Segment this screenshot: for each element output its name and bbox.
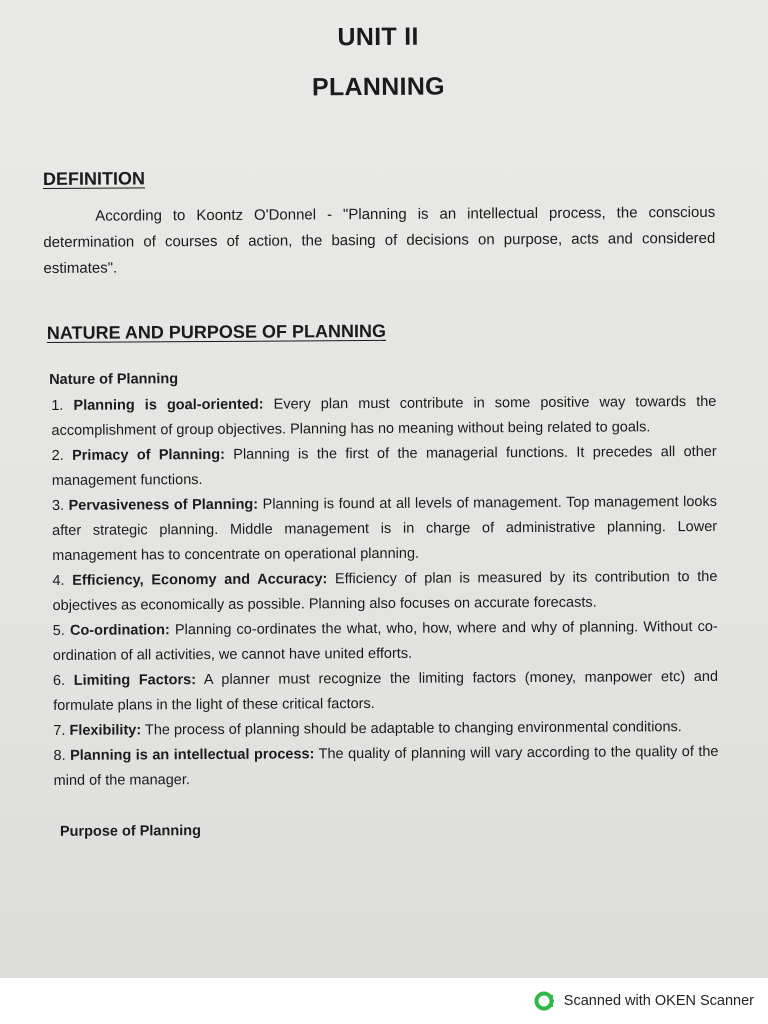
definition-text: According to Koontz O'Donnel - "Planning is an intellectual process, the conscious determination of courses of action, the basing of decisions on purpose, acts and considered estimates". — [43, 203, 716, 277]
item-term: Pervasiveness of Planning: — [68, 496, 259, 514]
definition-heading: DEFINITION — [42, 168, 146, 189]
item-text: Efficiency of plan is measured by its contribution to the objectives as economically as possible. Planning also focuses on accurate forecasts. — [52, 568, 718, 614]
item-number: 5. — [52, 622, 65, 639]
item-text: The quality of planning will vary according to the quality of the mind of the manager. — [53, 743, 719, 789]
nature-list-item — [52, 490, 717, 569]
item-number: 7. — [53, 722, 66, 739]
item-number: 3. — [51, 497, 65, 514]
item-text: Planning is found at all levels of management. Top management looks after strategic planning. Middle management is in charge of administrative planning. Lower management has to concentrate on operational planning. — [52, 493, 718, 564]
nature-list-item — [51, 390, 716, 444]
nature-list-item — [52, 440, 717, 494]
nature-list-item — [53, 615, 718, 669]
nature-list — [44, 390, 718, 794]
scanner-footer — [0, 978, 768, 1024]
scanner-badge — [534, 990, 754, 1012]
item-number: 2. — [51, 447, 64, 464]
item-term: Planning is an intellectual process: — [70, 746, 315, 764]
item-term: Primacy of Planning: — [72, 446, 225, 464]
nature-purpose-heading: NATURE AND PURPOSE OF PLANNING — [46, 320, 386, 343]
nature-of-planning-heading: Nature of Planning — [49, 371, 179, 388]
item-number: 8. — [53, 747, 66, 764]
item-term: Limiting Factors: — [73, 672, 197, 689]
item-term: Flexibility: — [69, 722, 142, 739]
item-term: Planning is goal-oriented: — [73, 396, 264, 414]
item-text: Every plan must contribute in some positive way towards the accomplishment of group objectives. Planning has no meaning without being related to goals. — [51, 393, 717, 439]
item-text: The process of planning should be adaptable to changing environmental conditions. — [144, 719, 682, 739]
item-number: 4. — [52, 572, 65, 589]
item-number: 6. — [52, 672, 66, 689]
page-content — [42, 18, 719, 846]
item-term: Efficiency, Economy and Accuracy: — [72, 571, 328, 589]
oken-scanner-logo-icon — [534, 990, 556, 1012]
item-term: Co-ordination: — [69, 622, 170, 639]
item-text: A planner must recognize the limiting factors (money, manpower etc) and formulate plans in the light of these critical factors. — [53, 668, 719, 714]
scanner-watermark-text: Scanned with OKEN Scanner — [563, 993, 754, 1009]
unit-title: UNIT II — [337, 22, 419, 52]
nature-list-item — [53, 665, 718, 719]
item-text: Planning is the first of the managerial functions. It precedes all other management functions. — [51, 443, 717, 489]
item-number: 1. — [51, 397, 64, 414]
nature-list-item — [53, 740, 718, 794]
purpose-of-planning-heading: Purpose of Planning — [59, 823, 201, 840]
item-text: Planning co-ordinates the what, who, how, where and why of planning. Without co-ordination of all activities, we cannot have united efforts. — [52, 618, 718, 664]
nature-list-item — [52, 565, 717, 619]
page-title: PLANNING — [311, 72, 445, 102]
